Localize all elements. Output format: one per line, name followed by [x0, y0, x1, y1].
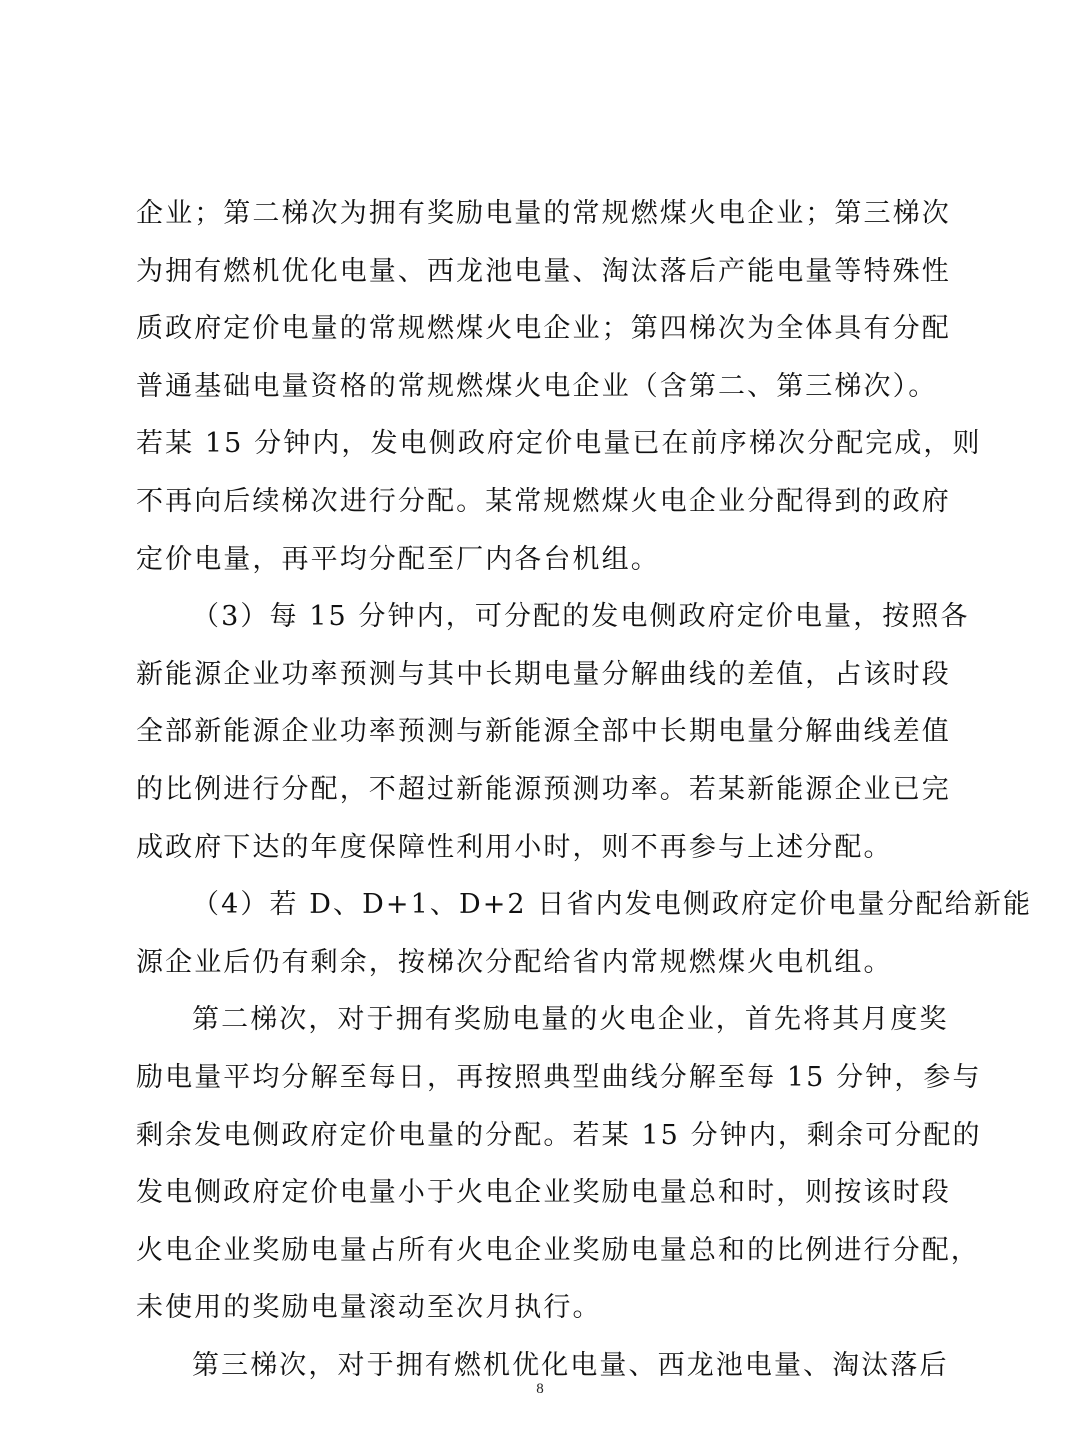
- text-line: 第二梯次，对于拥有奖励电量的火电企业，首先将其月度奖: [192, 1004, 949, 1036]
- text-line: 质政府定价电量的常规燃煤火电企业；第四梯次为全体具有分配: [136, 313, 951, 345]
- text-line: 若某 15 分钟内，发电侧政府定价电量已在前序梯次分配完成，则: [136, 428, 982, 460]
- text-line: 企业；第二梯次为拥有奖励电量的常规燃煤火电企业；第三梯次: [136, 198, 951, 229]
- text-line: 全部新能源企业功率预测与新能源全部中长期电量分解曲线差值: [136, 716, 951, 748]
- text-line: 定价电量，再平均分配至厂内各台机组。: [136, 543, 660, 575]
- text-line: 剩余发电侧政府定价电量的分配。若某 15 分钟内，剩余可分配的: [136, 1119, 982, 1151]
- body-text: [136, 185, 1033, 1394]
- text-line: 为拥有燃机优化电量、西龙池电量、淘汰落后产能电量等特殊性: [136, 255, 951, 287]
- text-line: 不再向后续梯次进行分配。某常规燃煤火电企业分配得到的政府: [136, 485, 951, 517]
- text-line: 成政府下达的年度保障性利用小时，则不再参与上述分配。: [136, 831, 893, 863]
- text-line: 的比例进行分配，不超过新能源预测功率。若某新能源企业已完: [136, 773, 951, 805]
- text-line: 发电侧政府定价电量小于火电企业奖励电量总和时，则按该时段: [136, 1177, 951, 1209]
- text-line: 新能源企业功率预测与其中长期电量分解曲线的差值，占该时段: [136, 658, 951, 690]
- text-line: （3）每 15 分钟内，可分配的发电侧政府定价电量，按照各: [192, 601, 970, 633]
- text-line: 励电量平均分解至每日，再按照典型曲线分解至每 15 分钟，参与: [136, 1061, 982, 1093]
- text-line: 普通基础电量资格的常规燃煤火电企业（含第二、第三梯次）。: [136, 370, 938, 402]
- text-line: 第三梯次，对于拥有燃机优化电量、西龙池电量、淘汰落后: [192, 1349, 949, 1381]
- page-number: 8: [536, 1381, 544, 1397]
- text-line: （4）若 D、D+1、D+2 日省内发电侧政府定价电量分配给新能: [192, 889, 1033, 921]
- text-line: 未使用的奖励电量滚动至次月执行。: [136, 1292, 602, 1324]
- text-line: 源企业后仍有剩余，按梯次分配给省内常规燃煤火电机组。: [136, 946, 893, 978]
- text-line: 火电企业奖励电量占所有火电企业奖励电量总和的比例进行分配，: [136, 1234, 980, 1266]
